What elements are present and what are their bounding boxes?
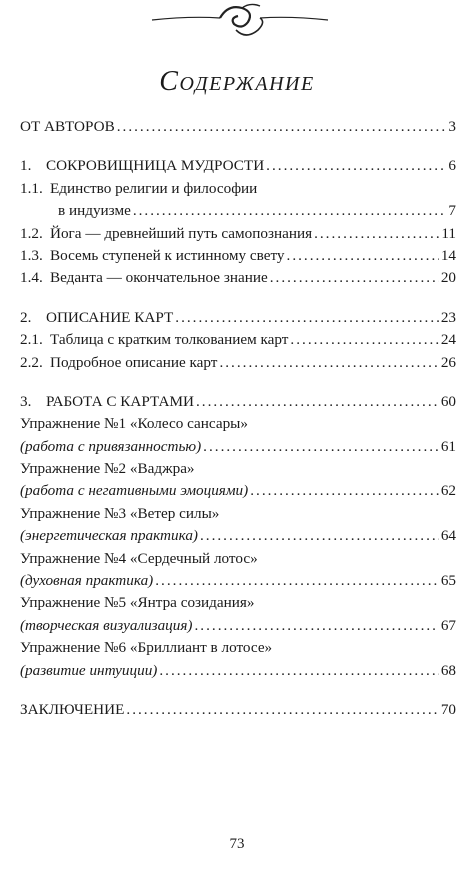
toc-entry-exercise-3-title[interactable] bbox=[20, 505, 456, 527]
toc-page: 61 bbox=[440, 437, 456, 455]
dot-leader bbox=[117, 118, 447, 136]
ornament-flourish-icon bbox=[150, 0, 330, 42]
toc-number: 1.3. bbox=[20, 246, 43, 264]
toc-entry-1-3[interactable] bbox=[20, 247, 456, 269]
toc-number: 3. bbox=[20, 392, 32, 410]
toc-label: Таблица с кратким толкованием карт bbox=[50, 331, 289, 349]
toc-label: Единство религии и философии bbox=[50, 179, 258, 197]
toc-page: 64 bbox=[440, 527, 456, 545]
toc-label: Подробное описание карт bbox=[50, 353, 218, 371]
toc-label: Йога — древнейший путь самопознания bbox=[50, 224, 313, 242]
toc-entry-exercise-3-sub[interactable] bbox=[20, 527, 456, 549]
toc-entry-exercise-5-sub[interactable] bbox=[20, 617, 456, 639]
table-of-contents bbox=[20, 118, 456, 723]
toc-label: Упражнение №1 «Колесо сансары» bbox=[20, 415, 248, 433]
toc-label: Восемь ступеней к истинному свету bbox=[50, 246, 285, 264]
toc-number: 2.2. bbox=[20, 353, 43, 371]
dot-leader bbox=[287, 247, 439, 265]
toc-entry-section-3[interactable] bbox=[20, 393, 456, 415]
toc-sublabel: (работа с негативными эмоциями) bbox=[20, 482, 249, 500]
toc-page: 14 bbox=[440, 246, 456, 264]
toc-entry-2-1[interactable] bbox=[20, 331, 456, 353]
toc-entry-exercise-5-title[interactable] bbox=[20, 594, 456, 616]
toc-sublabel: (энергетическая практика) bbox=[20, 527, 198, 545]
toc-entry-1-2[interactable] bbox=[20, 225, 456, 247]
toc-number: 1.2. bbox=[20, 224, 43, 242]
toc-sublabel: (развитие интуиции) bbox=[20, 661, 158, 679]
toc-entry-exercise-2-title[interactable] bbox=[20, 460, 456, 482]
toc-page: 70 bbox=[440, 700, 456, 718]
toc-page: 23 bbox=[440, 308, 456, 326]
toc-sublabel: (работа с привязанностью) bbox=[20, 437, 202, 455]
toc-page: 68 bbox=[440, 661, 456, 679]
page-title: Содержание bbox=[159, 66, 315, 97]
toc-page: 26 bbox=[440, 353, 456, 371]
toc-page: 3 bbox=[448, 118, 456, 135]
toc-label: Упражнение №5 «Янтра созидания» bbox=[20, 594, 255, 612]
toc-entry-section-2[interactable] bbox=[20, 309, 456, 331]
toc-entry-exercise-6-title[interactable] bbox=[20, 639, 456, 661]
toc-label: ОТ АВТОРОВ bbox=[20, 118, 115, 135]
toc-page: 60 bbox=[440, 392, 456, 410]
toc-label: ЗАКЛЮЧЕНИЕ bbox=[20, 700, 125, 718]
dot-leader bbox=[195, 617, 439, 635]
dot-leader bbox=[314, 225, 439, 243]
toc-entry-exercise-4-sub[interactable] bbox=[20, 572, 456, 594]
toc-page: 62 bbox=[440, 482, 456, 500]
toc-page: 20 bbox=[440, 269, 456, 287]
toc-entry-2-2[interactable] bbox=[20, 354, 456, 376]
dot-leader bbox=[266, 157, 446, 175]
toc-number: 1. bbox=[20, 157, 32, 175]
toc-entry-section-1[interactable] bbox=[20, 157, 456, 179]
toc-sublabel: (творческая визуализация) bbox=[20, 616, 193, 634]
dot-leader bbox=[196, 393, 439, 411]
toc-label: Упражнение №3 «Ветер силы» bbox=[20, 504, 220, 522]
toc-entry-authors[interactable] bbox=[20, 118, 456, 140]
toc-entry-exercise-4-title[interactable] bbox=[20, 550, 456, 572]
toc-number: 2.1. bbox=[20, 331, 43, 349]
toc-page: 6 bbox=[448, 157, 456, 175]
toc-entry-exercise-6-sub[interactable] bbox=[20, 662, 456, 684]
toc-label: в индуизме bbox=[58, 202, 131, 220]
toc-entry-exercise-2-sub[interactable] bbox=[20, 482, 456, 504]
dot-leader bbox=[200, 527, 439, 545]
dot-leader bbox=[159, 662, 438, 680]
dot-leader bbox=[219, 354, 438, 372]
toc-entry-1-1-line1[interactable] bbox=[20, 180, 456, 202]
dot-leader bbox=[126, 701, 438, 719]
toc-label: ОПИСАНИЕ КАРТ bbox=[46, 308, 174, 326]
toc-label: СОКРОВИЩНИЦА МУДРОСТИ bbox=[46, 157, 265, 175]
toc-page: 67 bbox=[440, 616, 456, 634]
toc-label: Веданта — окончательное знание bbox=[50, 269, 268, 287]
toc-entry-1-4[interactable] bbox=[20, 269, 456, 291]
dot-leader bbox=[133, 202, 447, 220]
toc-entry-conclusion[interactable] bbox=[20, 701, 456, 723]
page-number: 73 bbox=[229, 836, 245, 852]
toc-page: 7 bbox=[448, 202, 456, 220]
toc-label: Упражнение №2 «Ваджра» bbox=[20, 460, 195, 478]
toc-number: 1.4. bbox=[20, 269, 43, 287]
toc-number: 2. bbox=[20, 308, 32, 326]
toc-entry-1-1-line2[interactable] bbox=[20, 202, 456, 224]
dot-leader bbox=[270, 269, 439, 287]
toc-page: 11 bbox=[441, 224, 456, 242]
dot-leader bbox=[175, 309, 439, 327]
toc-label: Упражнение №4 «Сердечный лотос» bbox=[20, 549, 258, 567]
toc-page: 65 bbox=[440, 572, 456, 590]
toc-page: 24 bbox=[440, 331, 456, 349]
toc-entry-exercise-1-sub[interactable] bbox=[20, 438, 456, 460]
dot-leader bbox=[250, 482, 439, 500]
toc-entry-exercise-1-title[interactable] bbox=[20, 415, 456, 437]
dot-leader bbox=[155, 572, 439, 590]
toc-label: РАБОТА С КАРТАМИ bbox=[46, 392, 194, 410]
toc-sublabel: (духовная практика) bbox=[20, 572, 154, 590]
toc-label: Упражнение №6 «Бриллиант в лотосе» bbox=[20, 639, 273, 657]
dot-leader bbox=[203, 438, 439, 456]
dot-leader bbox=[290, 331, 438, 349]
toc-number: 1.1. bbox=[20, 179, 43, 197]
